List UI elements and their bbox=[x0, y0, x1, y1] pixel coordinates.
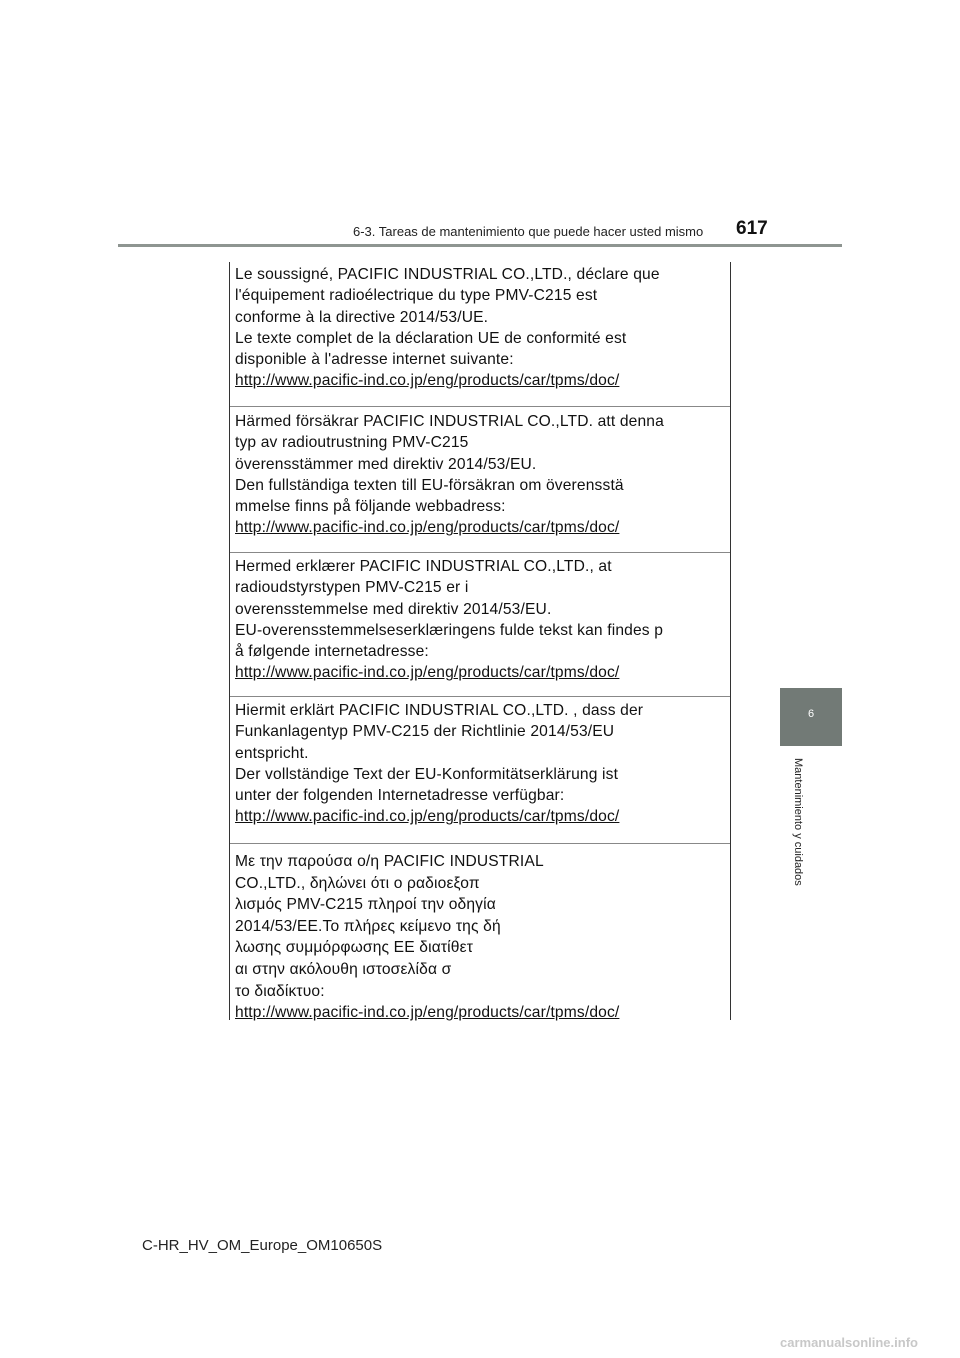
declaration-line: λωσης συμμόρφωσης ΕΕ διατίθετ bbox=[235, 939, 474, 957]
declaration-line: EU-overensstemmelseserklæringens fulde tekst kan findes p bbox=[235, 621, 664, 639]
page-number: 617 bbox=[736, 218, 768, 239]
declaration-line: överensstämmer med direktiv 2014/53/EU. bbox=[235, 455, 537, 473]
document-id: C-HR_HV_OM_Europe_OM10650S bbox=[142, 1237, 383, 1254]
declaration-danish bbox=[230, 556, 730, 684]
declaration-line: το διαδίκτυο: bbox=[235, 982, 325, 1000]
chapter-label: Mantenimiento y cuidados bbox=[792, 758, 804, 886]
declaration-line: entspricht. bbox=[235, 744, 309, 762]
declaration-german bbox=[230, 700, 730, 828]
declaration-line: typ av radioutrustning PMV-C215 bbox=[235, 434, 469, 452]
declaration-url-link[interactable]: http://www.pacific-ind.co.jp/eng/products/car/tpms/doc/ bbox=[235, 372, 620, 390]
declaration-line: Hiermit erklärt PACIFIC INDUSTRIAL CO.,LTD. , dass der bbox=[235, 702, 644, 719]
declaration-line: λισμός PMV-C215 πληροί την οδηγία bbox=[235, 896, 496, 914]
declaration-url-link[interactable]: http://www.pacific-ind.co.jp/eng/products/car/tpms/doc/ bbox=[235, 519, 620, 537]
declaration-line: 2014/53/ΕΕ.Το πλήρες κείμενο της δή bbox=[235, 917, 501, 935]
section-divider bbox=[230, 843, 730, 844]
declaration-swedish bbox=[230, 411, 730, 539]
declaration-line: å følgende internetadresse: bbox=[235, 643, 429, 661]
declaration-greek bbox=[230, 851, 730, 1024]
declaration-line: Hermed erklærer PACIFIC INDUSTRIAL CO.,LTD., at bbox=[235, 558, 612, 575]
section-divider bbox=[230, 696, 730, 697]
declaration-line: Le soussigné, PACIFIC INDUSTRIAL CO.,LTD., déclare que bbox=[235, 266, 660, 283]
declaration-line: unter der folgenden Internetadresse verfügbar: bbox=[235, 787, 565, 805]
declaration-url-link[interactable]: http://www.pacific-ind.co.jp/eng/products/car/tpms/doc/ bbox=[235, 808, 620, 826]
declaration-line: Funkanlagentyp PMV-C215 der Richtlinie 2014/53/EU bbox=[235, 723, 615, 741]
section-divider bbox=[230, 552, 730, 553]
declaration-line: CO.,LTD., δηλώνει ότι ο ραδιοεξοπ bbox=[235, 874, 480, 892]
declaration-line: Den fullständiga texten till EU-försäkran om överensstä bbox=[235, 476, 624, 494]
declaration-url-link[interactable]: http://www.pacific-ind.co.jp/eng/products/car/tpms/doc/ bbox=[235, 664, 620, 682]
declaration-line: overensstemmelse med direktiv 2014/53/EU. bbox=[235, 600, 552, 618]
declaration-line: Με την παρούσα ο/η PACIFIC INDUSTRIAL bbox=[235, 853, 544, 870]
declaration-line: αι στην ακόλουθη ιστοσελίδα σ bbox=[235, 960, 452, 978]
chapter-tab bbox=[780, 688, 842, 746]
declaration-url-link[interactable]: http://www.pacific-ind.co.jp/eng/products/car/tpms/doc/ bbox=[235, 1004, 620, 1022]
declaration-document bbox=[229, 262, 731, 1020]
declaration-line: Der vollständige Text der EU-Konformitätserklärung ist bbox=[235, 765, 619, 783]
header-divider bbox=[118, 244, 842, 247]
declaration-line: Härmed försäkrar PACIFIC INDUSTRIAL CO.,LTD. att denna bbox=[235, 413, 664, 430]
declaration-line: l'équipement radioélectrique du type PMV-C215 est bbox=[235, 287, 598, 305]
declaration-line: conforme à la directive 2014/53/UE. bbox=[235, 308, 489, 326]
section-divider bbox=[230, 406, 730, 407]
chapter-number: 6 bbox=[807, 708, 815, 720]
declaration-line: disponible à l'adresse internet suivante: bbox=[235, 351, 514, 369]
declaration-line: mmelse finns på följande webbadress: bbox=[235, 498, 506, 516]
section-title: 6-3. Tareas de mantenimiento que puede hacer usted mismo bbox=[353, 224, 704, 239]
declaration-french bbox=[230, 264, 730, 392]
declaration-line: Le texte complet de la déclaration UE de conformité est bbox=[235, 329, 627, 347]
declaration-line: radioudstyrstypen PMV-C215 er i bbox=[235, 579, 469, 597]
watermark: carmanualsonline.info bbox=[780, 1335, 918, 1350]
